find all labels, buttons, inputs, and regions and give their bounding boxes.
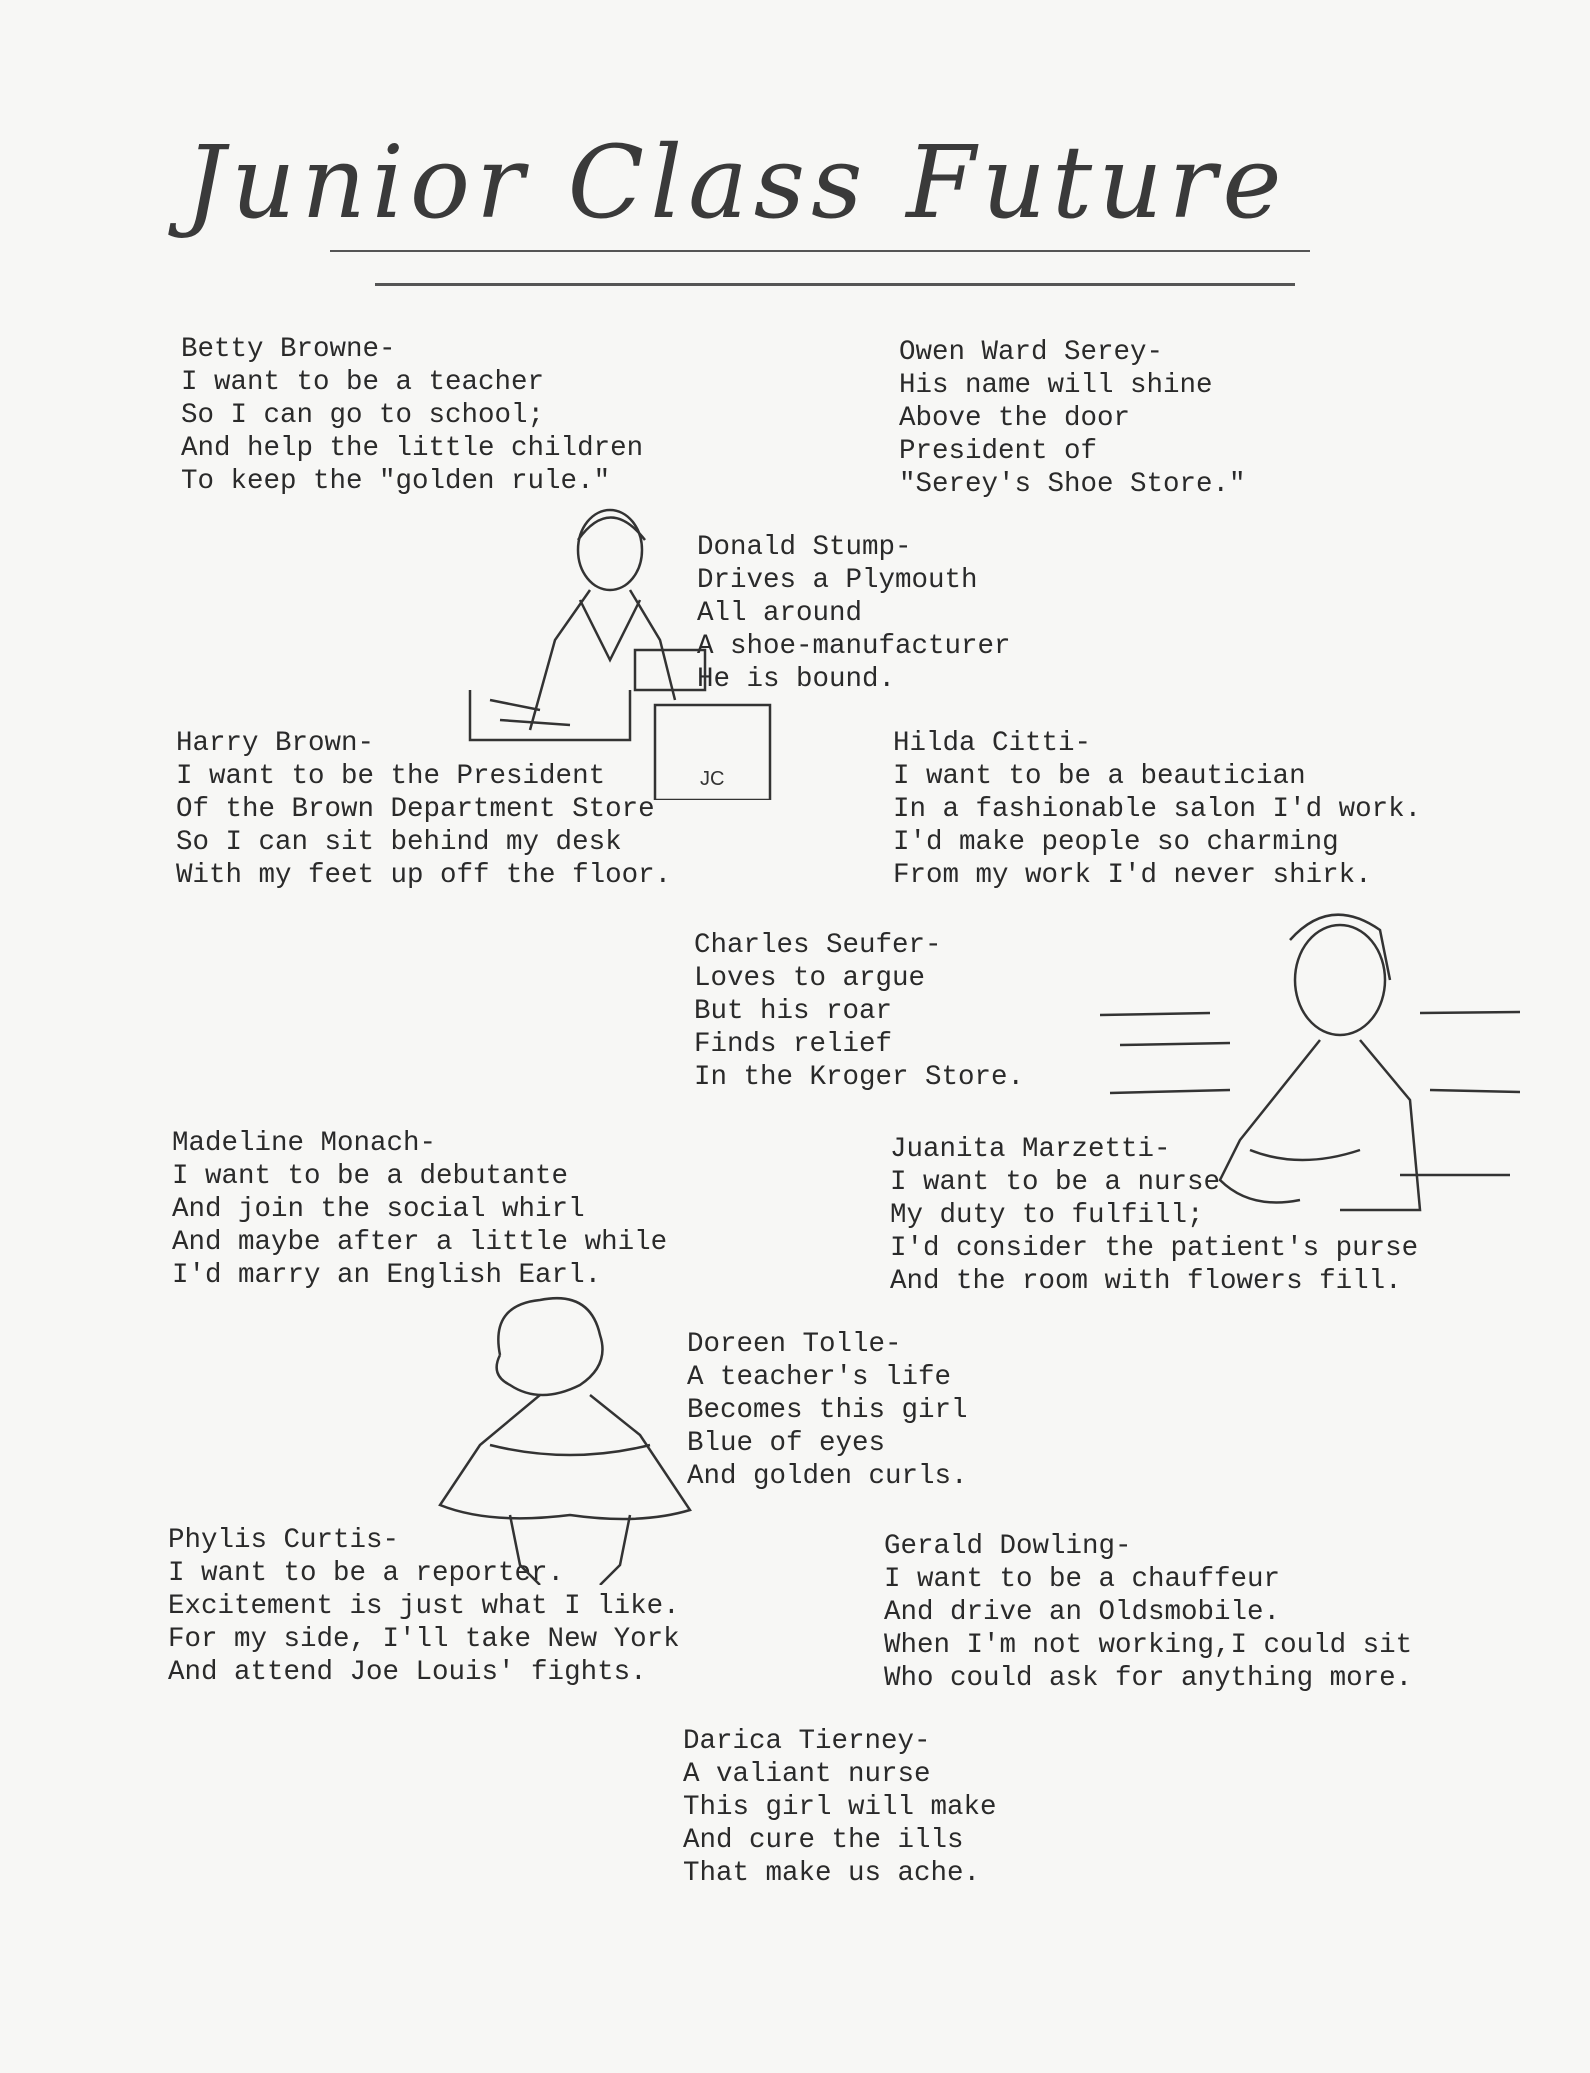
student-name: Harry Brown- bbox=[176, 728, 375, 759]
poem-line: I'd consider the patient's purse bbox=[890, 1233, 1419, 1264]
poem-line: And join the social whirl bbox=[172, 1194, 585, 1225]
poem-line: Blue of eyes bbox=[687, 1428, 886, 1459]
poem-line: I want to be a nurse bbox=[890, 1167, 1221, 1198]
poem-line: I want to be the President bbox=[176, 761, 606, 792]
poem-line: And the room with flowers fill. bbox=[890, 1266, 1402, 1297]
student-name: Betty Browne- bbox=[181, 334, 396, 365]
poem-line: "Serey's Shoe Store." bbox=[899, 469, 1246, 500]
poem-line: Becomes this girl bbox=[687, 1395, 968, 1426]
poem-line: My duty to fulfill; bbox=[890, 1200, 1204, 1231]
poem-entry bbox=[172, 1127, 667, 1292]
student-name: Madeline Monach- bbox=[172, 1128, 437, 1159]
poem-line: Excitement is just what I like. bbox=[168, 1591, 680, 1622]
poem-line: When I'm not working,I could sit bbox=[884, 1630, 1413, 1661]
poem-line: I want to be a debutante bbox=[172, 1161, 569, 1192]
poem-entry bbox=[893, 727, 1421, 892]
poem-line: And attend Joe Louis' fights. bbox=[168, 1657, 647, 1688]
poem-entry bbox=[884, 1530, 1412, 1695]
student-name: Phylis Curtis- bbox=[168, 1525, 400, 1556]
poem-line: I want to be a reporter. bbox=[168, 1558, 565, 1589]
poem-line: So I can go to school; bbox=[181, 400, 545, 431]
desk-initials: JC bbox=[700, 768, 725, 790]
poem-line: And maybe after a little while bbox=[172, 1227, 668, 1258]
poem-line: But his roar bbox=[694, 996, 893, 1027]
poem-line: To keep the "golden rule." bbox=[181, 466, 611, 497]
poem-entry bbox=[687, 1328, 968, 1493]
page-title: Junior Class Future bbox=[185, 124, 1288, 241]
poem-line: In a fashionable salon I'd work. bbox=[893, 794, 1422, 825]
poem-entry bbox=[899, 336, 1246, 501]
poem-line: From my work I'd never shirk. bbox=[893, 860, 1372, 891]
poem-line: This girl will make bbox=[683, 1792, 997, 1823]
poem-line: I'd marry an English Earl. bbox=[172, 1260, 602, 1291]
title-underline-lower bbox=[375, 283, 1295, 286]
poem-line: I want to be a beautician bbox=[893, 761, 1306, 792]
student-name: Owen Ward Serey- bbox=[899, 337, 1164, 368]
woman-at-desk-drawing bbox=[460, 500, 790, 800]
student-name: Doreen Tolle- bbox=[687, 1329, 902, 1360]
poem-line: In the Kroger Store. bbox=[694, 1062, 1025, 1093]
title-underline bbox=[330, 250, 1310, 252]
poem-line: Loves to argue bbox=[694, 963, 926, 994]
poem-line: A shoe-manufacturer bbox=[697, 631, 1011, 662]
poem-line: With my feet up off the floor. bbox=[176, 860, 672, 891]
poem-line: And golden curls. bbox=[687, 1461, 968, 1492]
poem-line: Finds relief bbox=[694, 1029, 893, 1060]
poem-line: He is bound. bbox=[697, 664, 896, 695]
poem-line: President of bbox=[899, 436, 1098, 467]
poem-line: Of the Brown Department Store bbox=[176, 794, 655, 825]
poem-line: I'd make people so charming bbox=[893, 827, 1339, 858]
poem-line: Who could ask for anything more. bbox=[884, 1663, 1413, 1694]
poem-line: All around bbox=[697, 598, 863, 629]
student-name: Donald Stump- bbox=[697, 532, 912, 563]
poem-line: A teacher's life bbox=[687, 1362, 952, 1393]
student-name: Darica Tierney- bbox=[683, 1726, 931, 1757]
poem-entry bbox=[694, 929, 1024, 1094]
poem-line: Above the door bbox=[899, 403, 1131, 434]
student-name: Juanita Marzetti- bbox=[890, 1134, 1171, 1165]
poem-line: That make us ache. bbox=[683, 1858, 981, 1889]
poem-line: His name will shine bbox=[899, 370, 1213, 401]
poem-line: Drives a Plymouth bbox=[697, 565, 978, 596]
student-name: Hilda Citti- bbox=[893, 728, 1092, 759]
poem-line: I want to be a chauffeur bbox=[884, 1564, 1281, 1595]
poem-entry bbox=[683, 1725, 997, 1890]
poem-line: So I can sit behind my desk bbox=[176, 827, 622, 858]
girl-with-curls-drawing bbox=[430, 1295, 710, 1585]
poem-line: A valiant nurse bbox=[683, 1759, 931, 1790]
poem-line: And drive an Oldsmobile. bbox=[884, 1597, 1281, 1628]
poem-entry bbox=[181, 333, 643, 498]
student-name: Gerald Dowling- bbox=[884, 1531, 1132, 1562]
student-name: Charles Seufer- bbox=[694, 930, 942, 961]
nurse-drawing bbox=[1100, 900, 1520, 1230]
poem-line: And help the little children bbox=[181, 433, 644, 464]
poem-line: And cure the ills bbox=[683, 1825, 964, 1856]
poem-line: I want to be a teacher bbox=[181, 367, 545, 398]
poem-line: For my side, I'll take New York bbox=[168, 1624, 680, 1655]
